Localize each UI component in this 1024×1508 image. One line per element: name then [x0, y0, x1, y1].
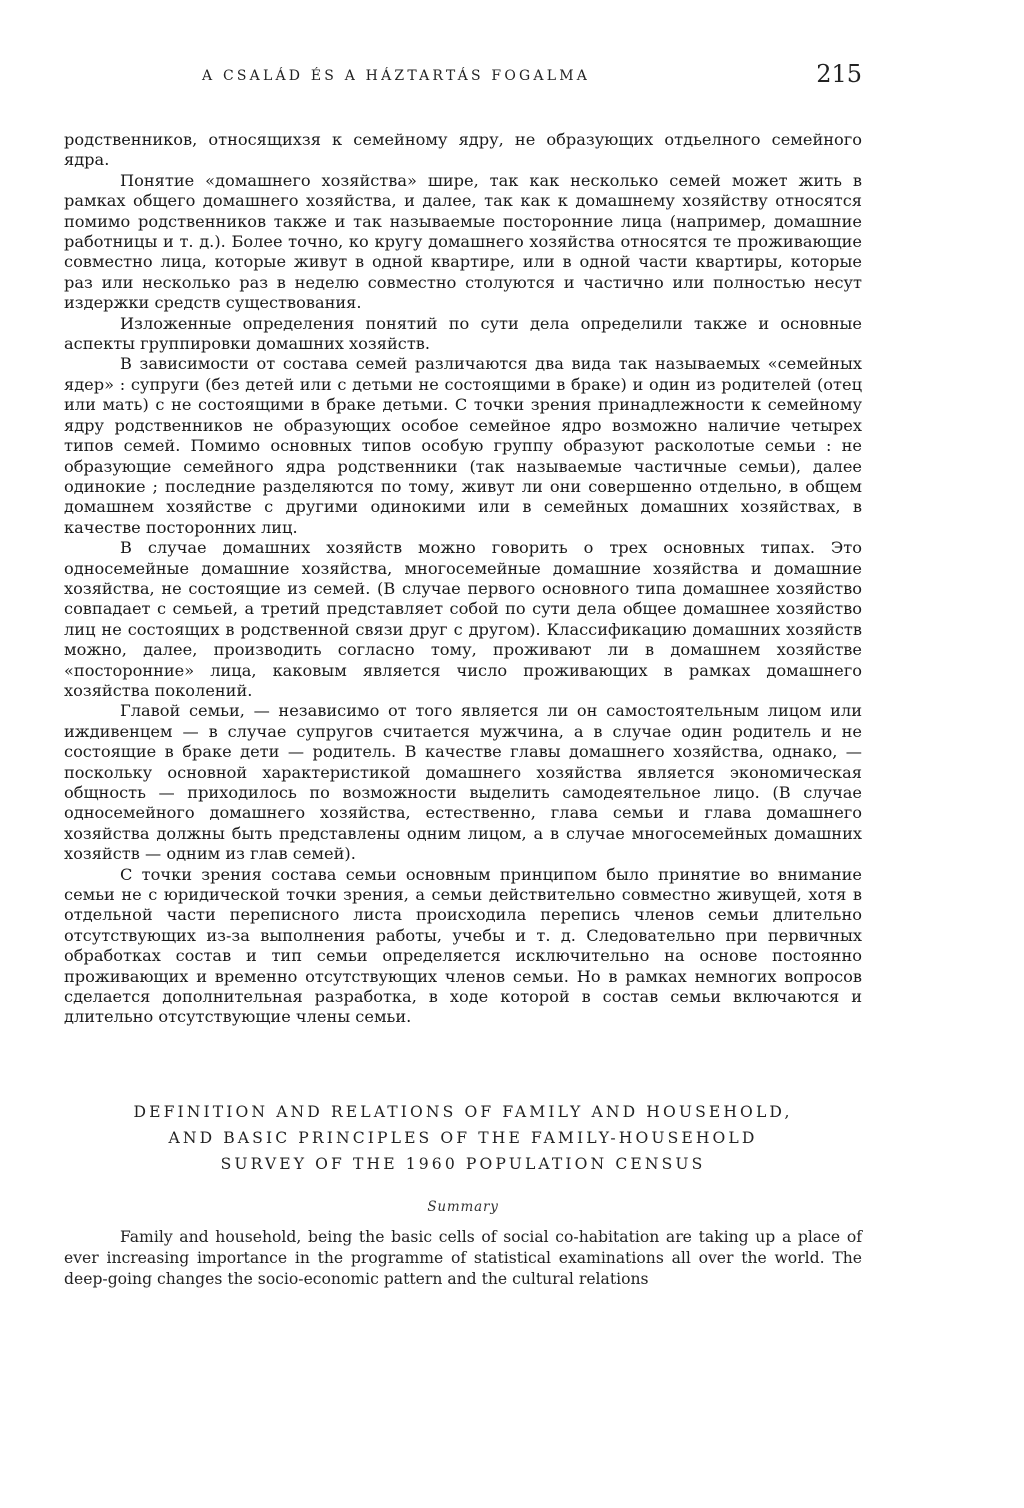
body-text — [64, 130, 862, 1028]
paragraph: В случае домашних хозяйств можно говорить о трех основных типах. Это односемейные домашние хозяйства, многосемейные домашние хозяйства и домашние хозяйства, не состоящие из семей. (В случае первого основного типа домашнее хозяйство совпадает с семьей, а третий представляет собой по сути дела общее домашнее хозяйство лиц не состоящих в родственной связи друг с другом). Классификацию домашних хозяйств можно, далее, производить согласно тому, проживают ли в домашнем хозяйстве «посторонние» лица, каковым является число проживающих в рамках домашнего хозяйства поколений. — [64, 538, 862, 700]
paragraph: В зависимости от состава семей различаются два вида так называемых «семейных ядер» : супруги (без детей или с детьми не состоящими в браке) и один из родителей (отец или мать) с не состоящими в браке детьми. С точки зрения принадлежности к семейному ядру родственников не образующих особое семейное ядро возможно наличие четырех типов семей. Помимо основных типов особую группу образуют расколотые семьи : не образующие семейного ядра родственники (так называемые частичные семьи), далее одинокие ; последние разделяются по тому, живут ли они совершенно отдельно, в общем домашнем хозяйстве с другими одинокими или в семейных домашних хозяйствах, в качестве посторонних лиц. — [64, 354, 862, 537]
page-number: 215 — [816, 60, 862, 88]
paragraph: Понятие «домашнего хозяйства» шире, так как несколько семей может жить в рамках общего домашнего хозяйства, и далее, так как к домашнему хозяйству относятся помимо родственников также и так называемые посторонние лица (например, домашние работницы и т. д.). Более точно, ко кругу домашнего хозяйства относятся те проживающие совместно лица, которые живут в одной квартире, или в одной части квартиры, которые раз или несколько раз в неделю совместно столуются и частично или полностью несут издержки средств существования. — [64, 170, 862, 313]
running-head — [64, 60, 862, 100]
paragraph: Главой семьи, — независимо от того является ли он самостоятельным лицом или иждивенцем — в случае супругов считается мужчина, а в случае один родитель и не состоящие в браке дети — родитель. В качестве главы домашнего хозяйства, однако, — поскольку основной характеристикой домашнего хозяйства является экономическая общность — приходилось по возможности выделить самодеятельное лицо. (В случае односемейного домашнего хозяйства, естественно, глава семьи и глава домашнего хозяйства должны быть представлены одним лицом, а в случае многосемейных домашних хозяйств — одним из глав семей). — [64, 701, 862, 864]
summary-label: Summary — [427, 1198, 499, 1215]
running-title: A CSALÁD ÉS A HÁZTARTÁS FOGALMA — [202, 68, 591, 84]
paragraph: Изложенные определения понятий по сути дела определили также и основные аспекты группировки домашних хозяйств. — [64, 313, 862, 354]
summary-title-line: DEFINITION AND RELATIONS OF FAMILY AND HOUSEHOLD, — [133, 1102, 793, 1121]
paragraph: С точки зрения состава семьи основным принципом было принятие во внимание семьи не с юридической точки зрения, а семьи действительно совместно живущей, хотя в отдельной части переписного листа происходила перепись членов семьи длительно отсутствующих из-за выполнения работы, учебы и т. д. Следовательно при первичных обработках состав и тип семьи определяется исключительно на основе постоянно проживающих и временно отсутствующих членов семьи. Но в рамках немногих вопросов сделается дополнительная разработка, в ходе которой в состав семьи включаются и длительно отсутствующие члены семьи. — [64, 864, 862, 1027]
summary-section — [64, 1099, 862, 1215]
page — [64, 60, 862, 1305]
summary-title-line: AND BASIC PRINCIPLES OF THE FAMILY-HOUSEHOLD — [168, 1128, 758, 1147]
summary-text: Family and household, being the basic cells of social co-habitation are taking up a place of ever increasing importance in the programme of statistical examinations all over the world. The deep-going changes the socio-economic pattern and the cultural relations — [64, 1227, 862, 1288]
paragraph: родственников, относящихзя к семейному ядру, не образующих отдьелного семейного ядра. — [64, 130, 862, 170]
summary-title — [64, 1099, 862, 1177]
summary-title-line: SURVEY OF THE 1960 POPULATION CENSUS — [220, 1154, 706, 1173]
